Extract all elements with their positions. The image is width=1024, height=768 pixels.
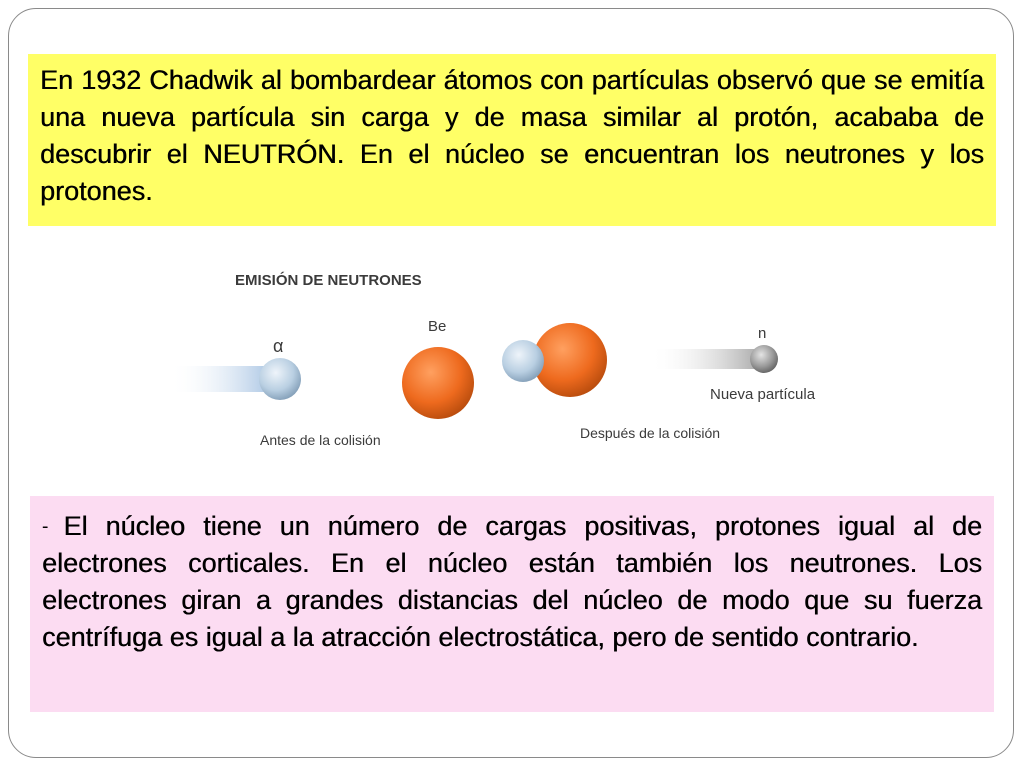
- intro-paragraph: En 1932 Chadwik al bombardear átomos con partículas observó que se emitía una nueva partícula sin carga y de masa similar al protón, acababa de descubrir el NEUTRÓN. En el núcleo se encuentran los neutrones y los protones.: [40, 65, 984, 206]
- before-collision-label: Antes de la colisión: [260, 432, 381, 448]
- n-label: n: [758, 325, 767, 342]
- nucleus-paragraph: [42, 508, 982, 656]
- neutron-emission-diagram: [160, 255, 880, 455]
- bullet-dash: -: [42, 516, 64, 536]
- alpha-label: α: [273, 336, 284, 356]
- intro-text-box: [28, 54, 996, 226]
- after-collision-label: Después de la colisión: [580, 425, 721, 441]
- neutron-particle: [750, 345, 778, 373]
- neutron-trail: [650, 349, 760, 369]
- new-particle-label: Nueva partícula: [710, 386, 816, 403]
- absorbed-alpha-particle: [502, 340, 544, 382]
- diagram-title: EMISIÓN DE NEUTRONES: [235, 272, 422, 289]
- nucleus-text-box: [30, 496, 994, 712]
- merged-nucleus: [533, 323, 607, 397]
- alpha-particle: [259, 358, 301, 400]
- beryllium-nucleus: [402, 347, 474, 419]
- be-label: Be: [428, 318, 447, 335]
- nucleus-text: El núcleo tiene un número de cargas positivas, protones igual al de electrones corticales. En el núcleo están también los neutrones. Los electrones giran a grandes distancias del núcleo de modo que su fuerza centrífuga es igual a la atracción electrostática, pero de sentido contrario.: [42, 511, 982, 652]
